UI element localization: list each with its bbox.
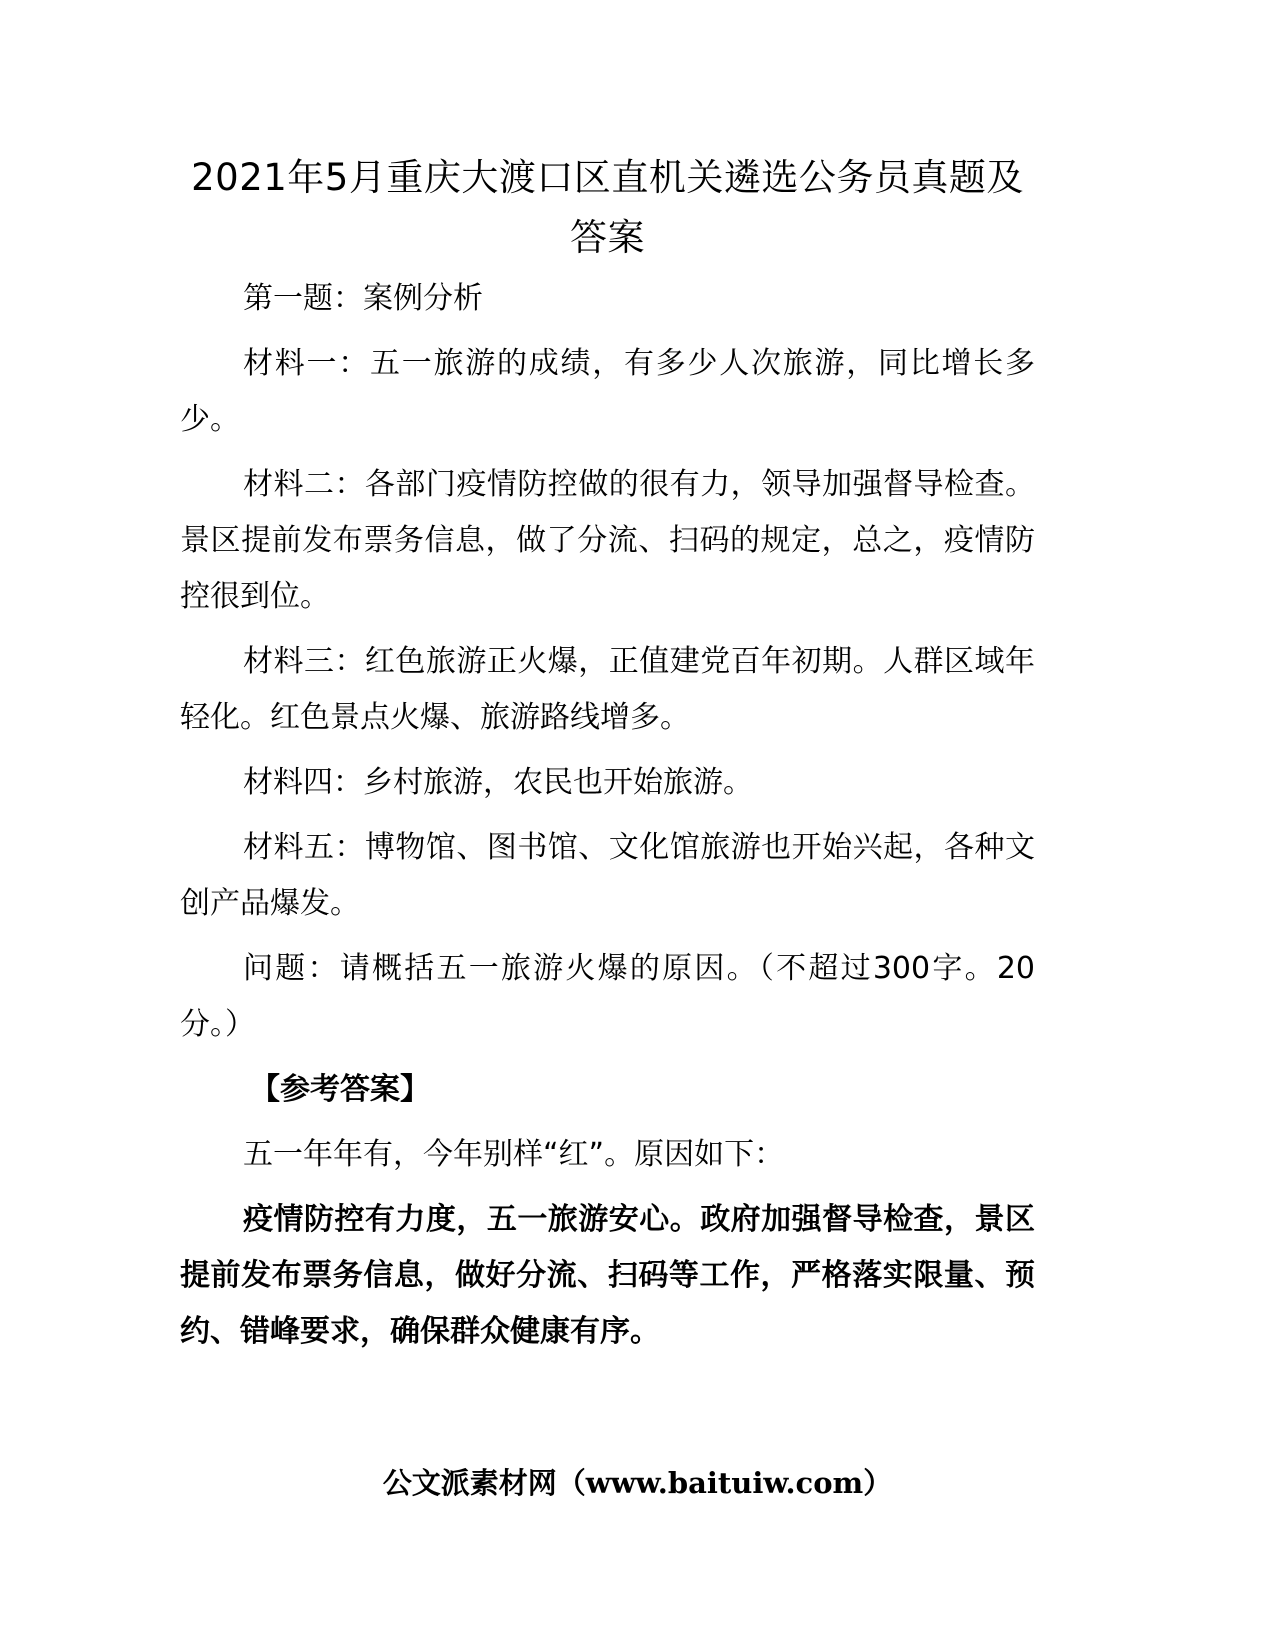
material-2: 材料二：各部门疫情防控做的很有力，领导加强督导检查。景区提前发布票务信息，做了分流、扫码的规定，总之，疫情防控很到位。 <box>180 467 1035 614</box>
question-heading: 第一题：案例分析 <box>243 281 483 316</box>
material-4: 材料四：乡村旅游，农民也开始旅游。 <box>243 765 753 800</box>
material-1: 材料一：五一旅游的成绩，有多少人次旅游，同比增长多少。 <box>180 346 1035 437</box>
answer-point: 疫情防控有力度，五一旅游安心。政府加强督导检查，景区提前发布票务信息，做好分流、扫码等工作，严格落实限量、预约、错峰要求，确保群众健康有序。 <box>180 1202 1035 1349</box>
answer-intro: 五一年年有，今年别样“红”。原因如下： <box>243 1137 785 1172</box>
material-5: 材料五：博物馆、图书馆、文化馆旅游也开始兴起，各种文创产品爆发。 <box>180 830 1035 921</box>
answer-heading: 【参考答案】 <box>250 1072 430 1107</box>
question-text: 问题：请概括五一旅游火爆的原因。（不超过300字。20分。） <box>180 951 1035 1042</box>
footer-watermark: 公文派素材网（www.baituiw.com） <box>382 1466 893 1500</box>
page-title: 2021年5月重庆大渡口区直机关遴选公务员真题及答案 <box>191 156 1024 259</box>
document-body <box>180 271 1035 1369</box>
material-3: 材料三：红色旅游正火爆，正值建党百年初期。人群区域年轻化。红色景点火爆、旅游路线增多。 <box>180 644 1035 735</box>
